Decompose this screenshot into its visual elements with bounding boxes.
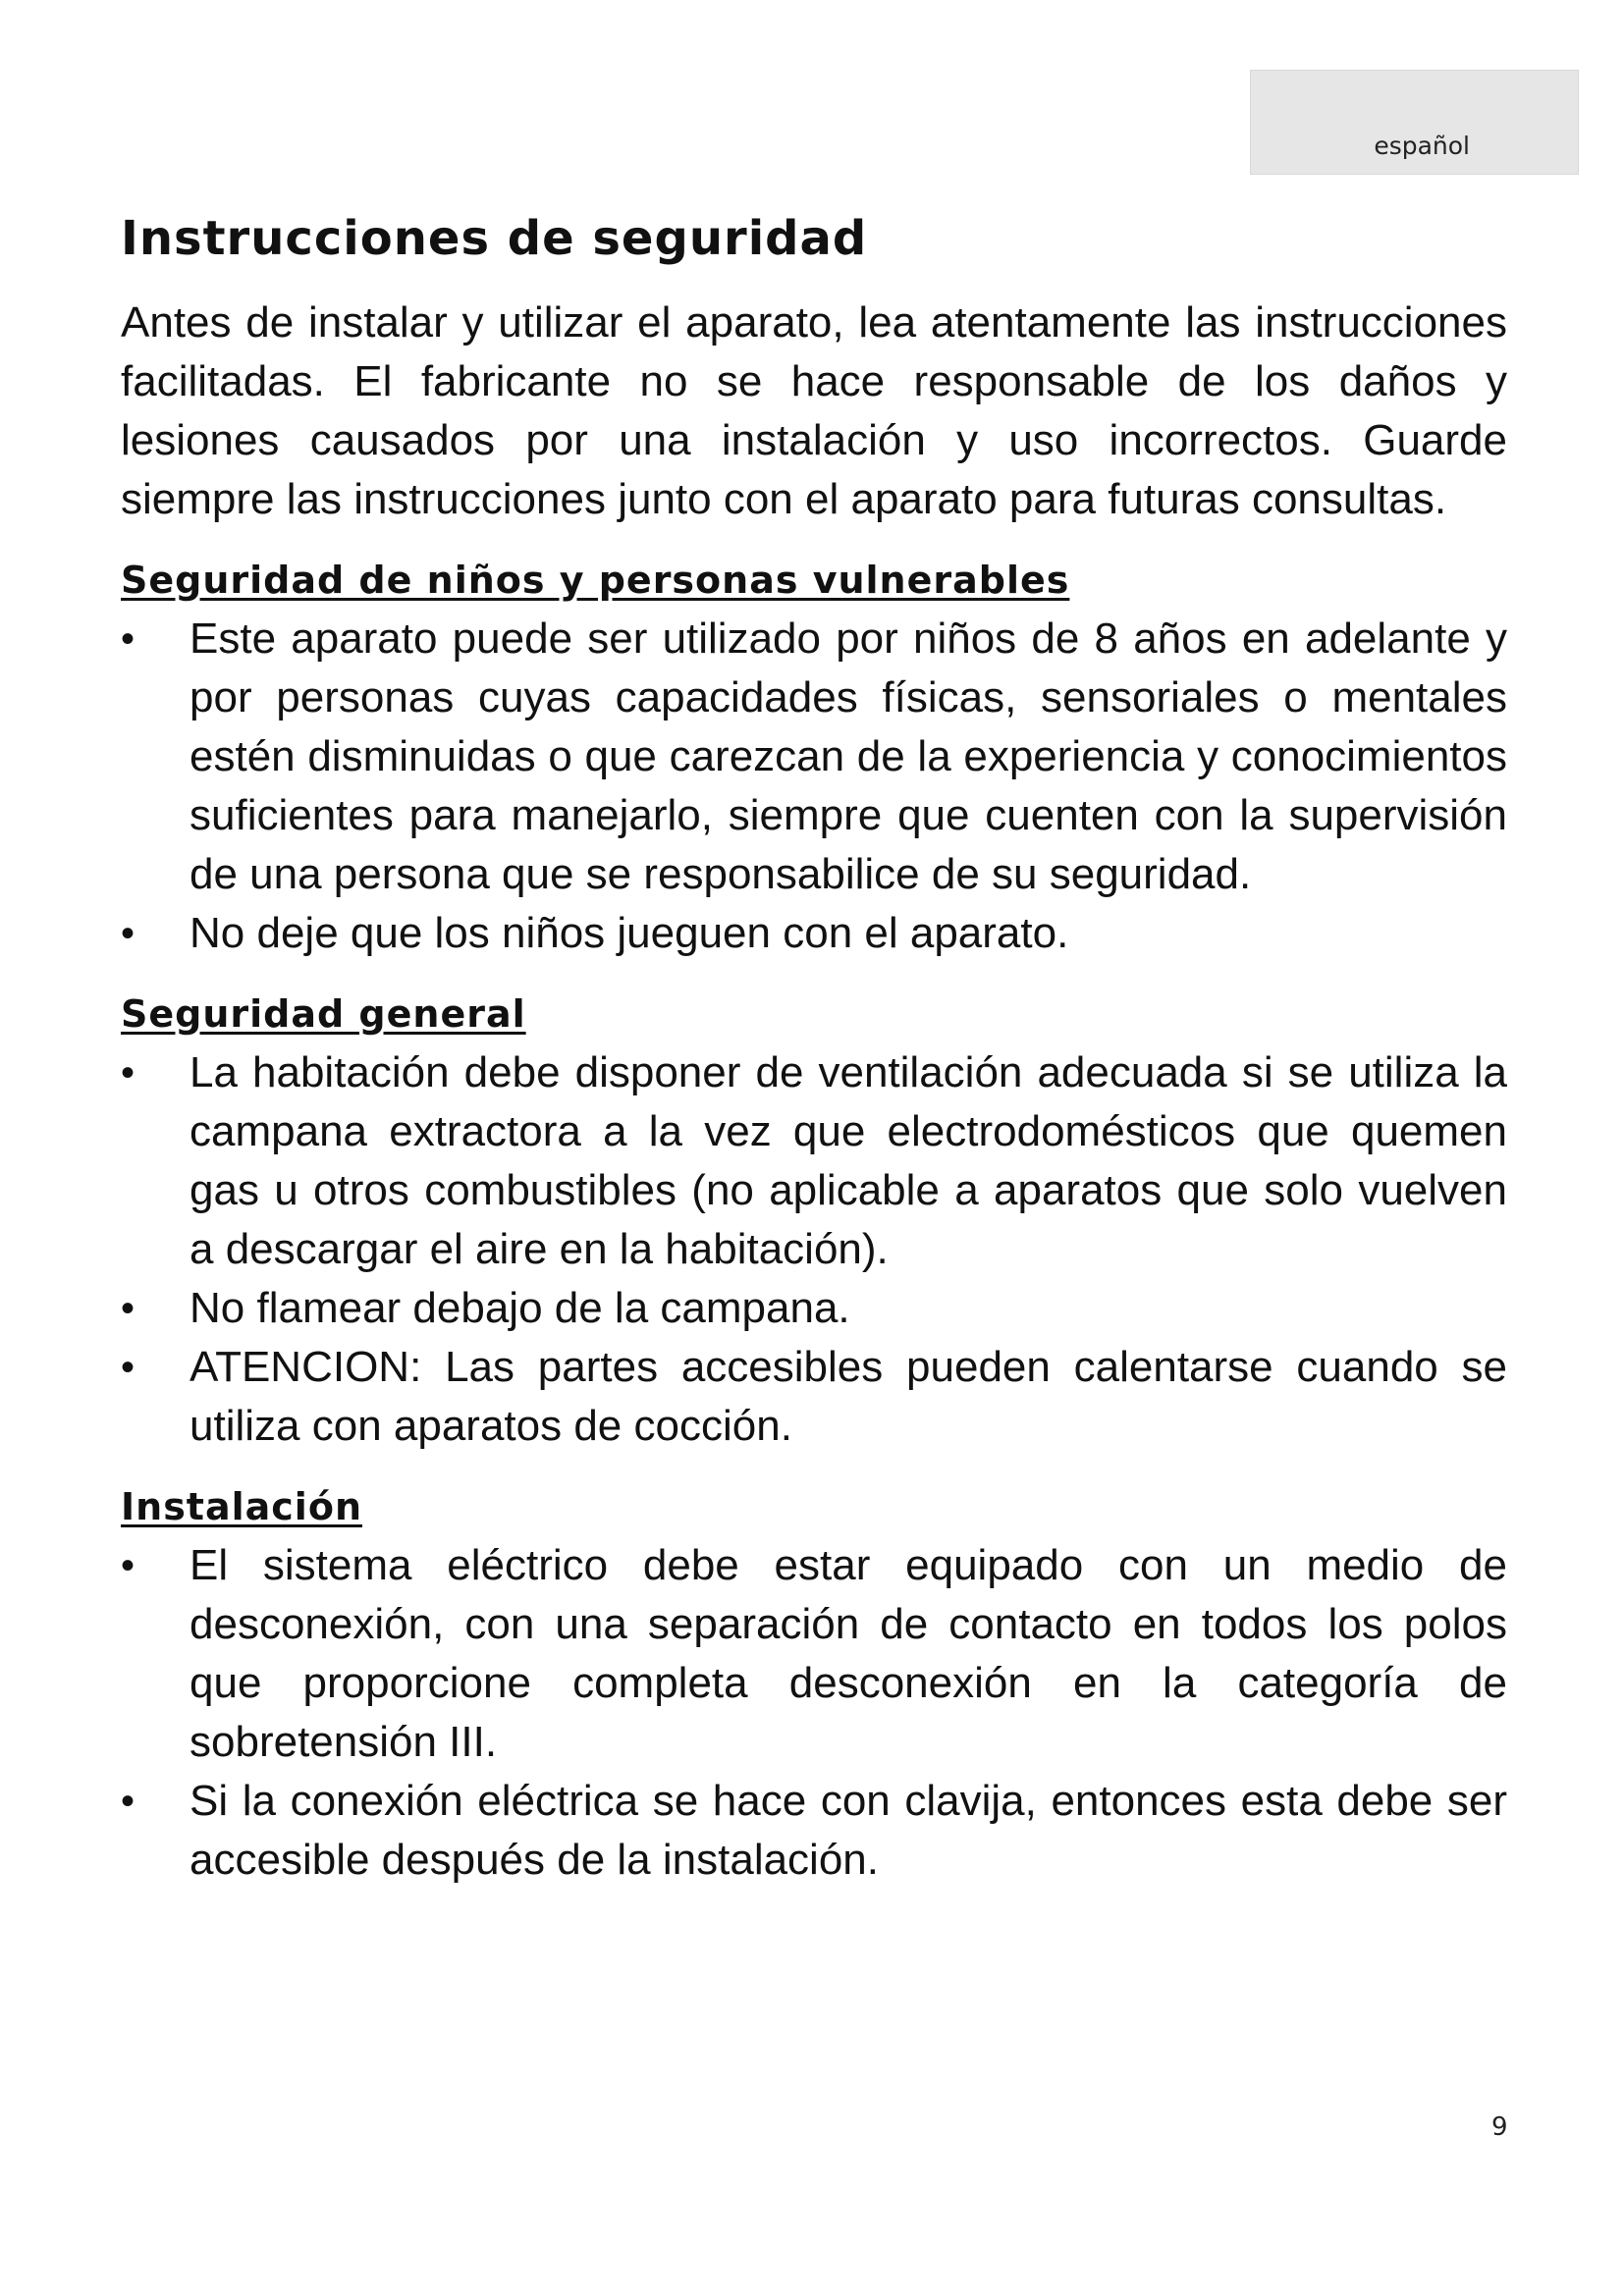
section-heading-general-safety: Seguridad general [121, 991, 526, 1036]
section-heading-children-safety: Seguridad de niños y personas vulnerables [121, 558, 1070, 602]
list-item: • No flamear debajo de la campana. [121, 1279, 1507, 1338]
list-item: • La habitación debe disponer de ventilación adecuada si se utiliza la campana extractora a la vez que electrodomésticos que quemen gas u otros combustibles (no aplicable a aparatos que solo vuelven a descargar el aire en la habitación). [121, 1043, 1507, 1279]
page-number: 9 [1491, 2112, 1508, 2142]
list-item: • El sistema eléctrico debe estar equipado con un medio de desconexión, con una separación de contacto en todos los polos que proporcione completa desconexión en la categoría de sobretensión III. [121, 1536, 1507, 1772]
document-body [121, 211, 1507, 1890]
list-item: • Este aparato puede ser utilizado por niños de 8 años en adelante y por personas cuyas capacidades físicas, sensoriales o mentales estén disminuidas o que carezcan de la experiencia y conocimientos suficientes para manejarlo, siempre que cuenten con la supervisión de una persona que se responsabilice de su seguridad. [121, 610, 1507, 904]
language-label: español [1374, 132, 1470, 160]
section-heading-installation: Instalación [121, 1484, 362, 1528]
list-item: • No deje que los niños jueguen con el aparato. [121, 904, 1507, 963]
installation-list [121, 1536, 1507, 1890]
general-safety-list [121, 1043, 1507, 1456]
children-safety-list [121, 610, 1507, 963]
list-item: • ATENCION: Las partes accesibles pueden calentarse cuando se utiliza con aparatos de cocción. [121, 1338, 1507, 1456]
language-tab [1250, 70, 1579, 175]
page-title: Instrucciones de seguridad [121, 211, 868, 266]
intro-paragraph: Antes de instalar y utilizar el aparato, lea atentamente las instrucciones facilitadas. El fabricante no se hace responsable de los daños y lesiones causados por una instalación y uso incorrectos. Guarde siempre las instrucciones junto con el aparato para futuras consultas. [121, 297, 1507, 523]
list-item: • Si la conexión eléctrica se hace con clavija, entonces esta debe ser accesible después de la instalación. [121, 1772, 1507, 1890]
